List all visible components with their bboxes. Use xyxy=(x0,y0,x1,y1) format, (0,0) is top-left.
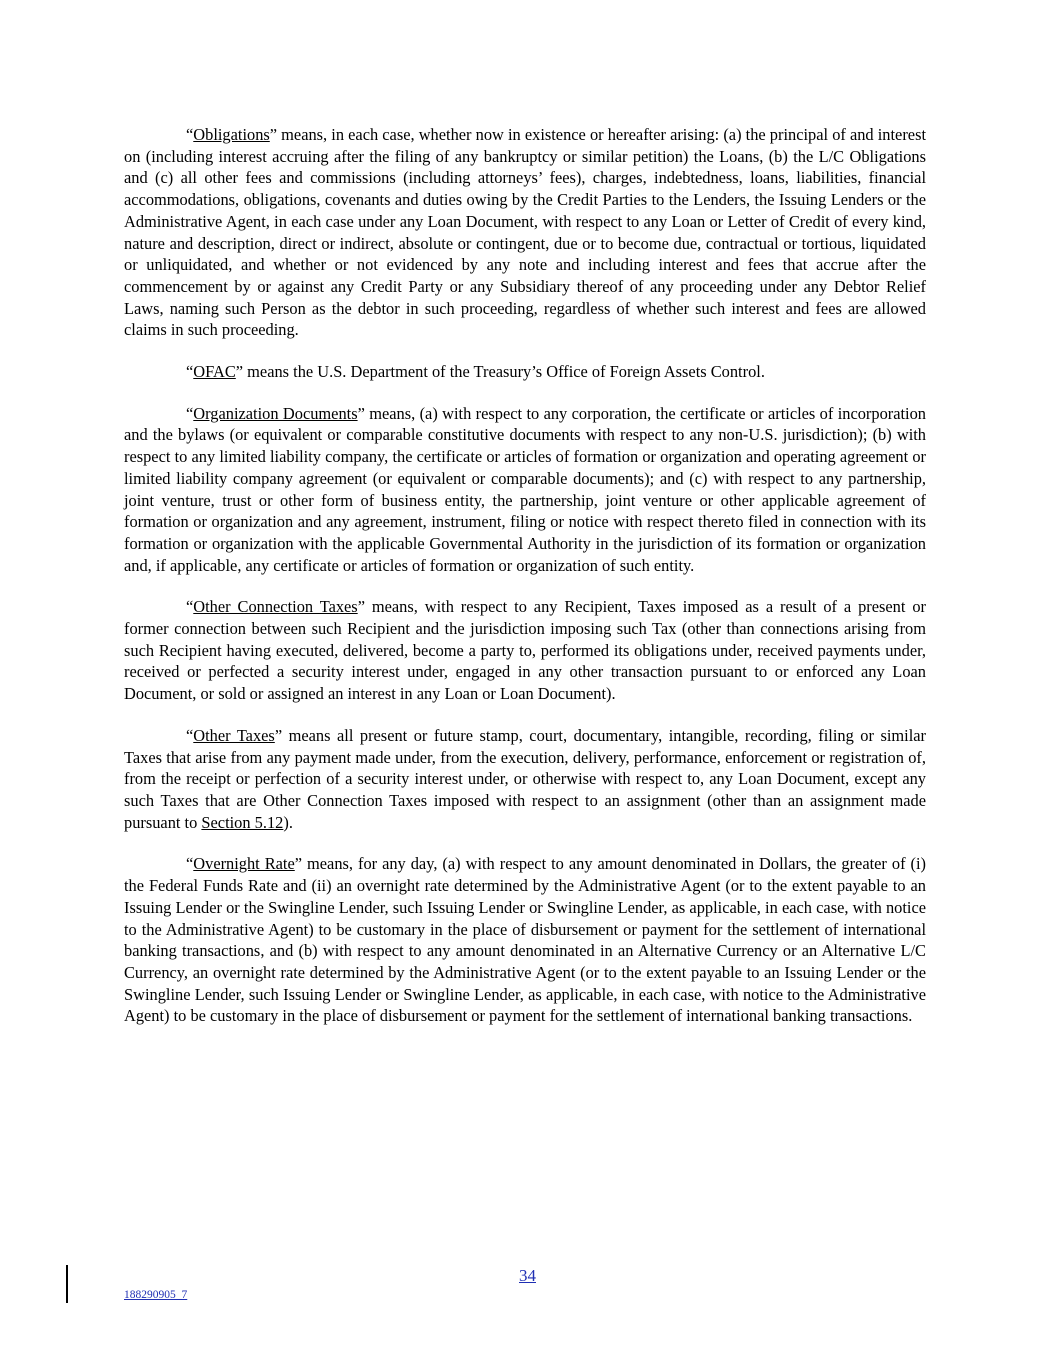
definition-obligations xyxy=(124,124,926,341)
open-quote: “ xyxy=(186,403,194,423)
section-reference: Section 5.12 xyxy=(201,812,284,832)
page-number: 34 xyxy=(519,1266,536,1285)
defined-term: Overnight Rate xyxy=(193,854,295,874)
document-body xyxy=(124,124,926,1047)
defined-term: Other Connection Taxes xyxy=(193,597,358,617)
definition-text: ” means, (a) with respect to any corporation, the certificate or articles of incorporation and the bylaws (or equivalent or comparable constitutive documents with respect to any non-U.S. jurisdiction); (b) with respect to any limited liability company, the certificate or articles of formation or organization and operating agreement or limited liability company agreement (or equivalent or comparable documents); and (c) with respect to any partnership, joint venture, trust or other form of business entity, the partnership, joint venture or other applicable agreement of formation or organization and any agreement, instrument, filing or notice with respect thereto filed in connection with its formation or organization with the applicable Governmental Authority in the jurisdiction of its formation or organization and, if applicable, any certificate or articles of formation or organization of such entity. xyxy=(124,403,927,575)
document-id: 188290905_7 xyxy=(124,1289,188,1301)
definition-text: ” means, for any day, (a) with respect to any amount denominated in Dollars, the greater of (i) the Federal Funds Rate and (ii) an overnight rate determined by the Administrative Agent (or to the extent payable to an Issuing Lender or the Swingline Lender, such Issuing Lender or Swingline Lender, as applicable, in each case, with notice to the Administrative Agent) to be customary in the place of disbursement or payment for the settlement of international banking transactions, and (b) with respect to any amount denominated in an Alternative Currency or an Alternative L/C Currency, an overnight rate determined by the Administrative Agent (or to the extent payable to an Issuing Lender or the Swingline Lender, such Issuing Lender or Swingline Lender, as applicable, in each case, with notice to the Administrative Agent) to be customary in the place of disbursement or payment for the settlement of international banking transactions. xyxy=(124,854,926,1026)
definition-text: ” means, with respect to any Recipient, Taxes imposed as a result of a present or former connection between such Recipient and the jurisdiction imposing such Tax (other than connections arising from such Recipient having executed, delivered, become a party to, performed its obligations under, received payments under, received or perfected a security interest under, engaged in any other transaction pursuant to or enforced any Loan Document, or sold or assigned an interest in any Loan or Loan Document). xyxy=(124,597,926,704)
open-quote: “ xyxy=(186,725,194,745)
definition-text: ” means the U.S. Department of the Treasury’s Office of Foreign Assets Control. xyxy=(235,362,765,382)
definition-tail: ). xyxy=(283,812,293,832)
open-quote: “ xyxy=(186,362,194,382)
open-quote: “ xyxy=(186,597,194,617)
definition-text: ” means, in each case, whether now in existence or hereafter arising: (a) the principal of and interest on (including interest accruing after the filing of any bankruptcy or similar petition) the Loans, (b) the L/C Obligations and (c) all other fees and commissions (including attorneys’ fees), charges, indebtedness, loans, liabilities, financial accommodations, obligations, covenants and duties owing by the Credit Parties to the Lenders, the Issuing Lenders or the Administrative Agent, in each case under any Loan Document, with respect to any Loan or Letter of Credit of every kind, nature and description, direct or indirect, absolute or contingent, due or to become due, contractual or tortious, liquidated or unliquidated, and whether or not evidenced by any note and including interest and fees that accrue after the commencement by or against any Credit Party or any Subsidiary thereof of any proceeding under any Debtor Relief Laws, naming such Person as the debtor in such proceeding, regardless of whether such interest and fees are allowed claims in such proceeding. xyxy=(124,125,926,340)
open-quote: “ xyxy=(186,125,194,144)
defined-term: OFAC xyxy=(193,362,236,382)
defined-term: Organization Documents xyxy=(193,403,358,423)
open-quote: “ xyxy=(186,854,194,874)
definition-organization-documents xyxy=(124,403,926,577)
definition-other-taxes xyxy=(124,725,926,834)
definition-ofac xyxy=(124,361,926,383)
definition-overnight-rate xyxy=(124,853,926,1027)
definition-other-connection-taxes xyxy=(124,596,926,705)
defined-term: Other Taxes xyxy=(193,725,275,745)
definition-text: ” means all present or future stamp, court, documentary, intangible, recording, filing or similar Taxes that arise from any payment made under, from the execution, delivery, performance, enforcement or registration of, from the receipt or perfection of a security interest under, or otherwise with respect to, any Loan Document, except any such Taxes that are Other Connection Taxes imposed with respect to an assignment (other than an assignment made pursuant to xyxy=(124,725,926,832)
defined-term: Obligations xyxy=(193,125,270,144)
